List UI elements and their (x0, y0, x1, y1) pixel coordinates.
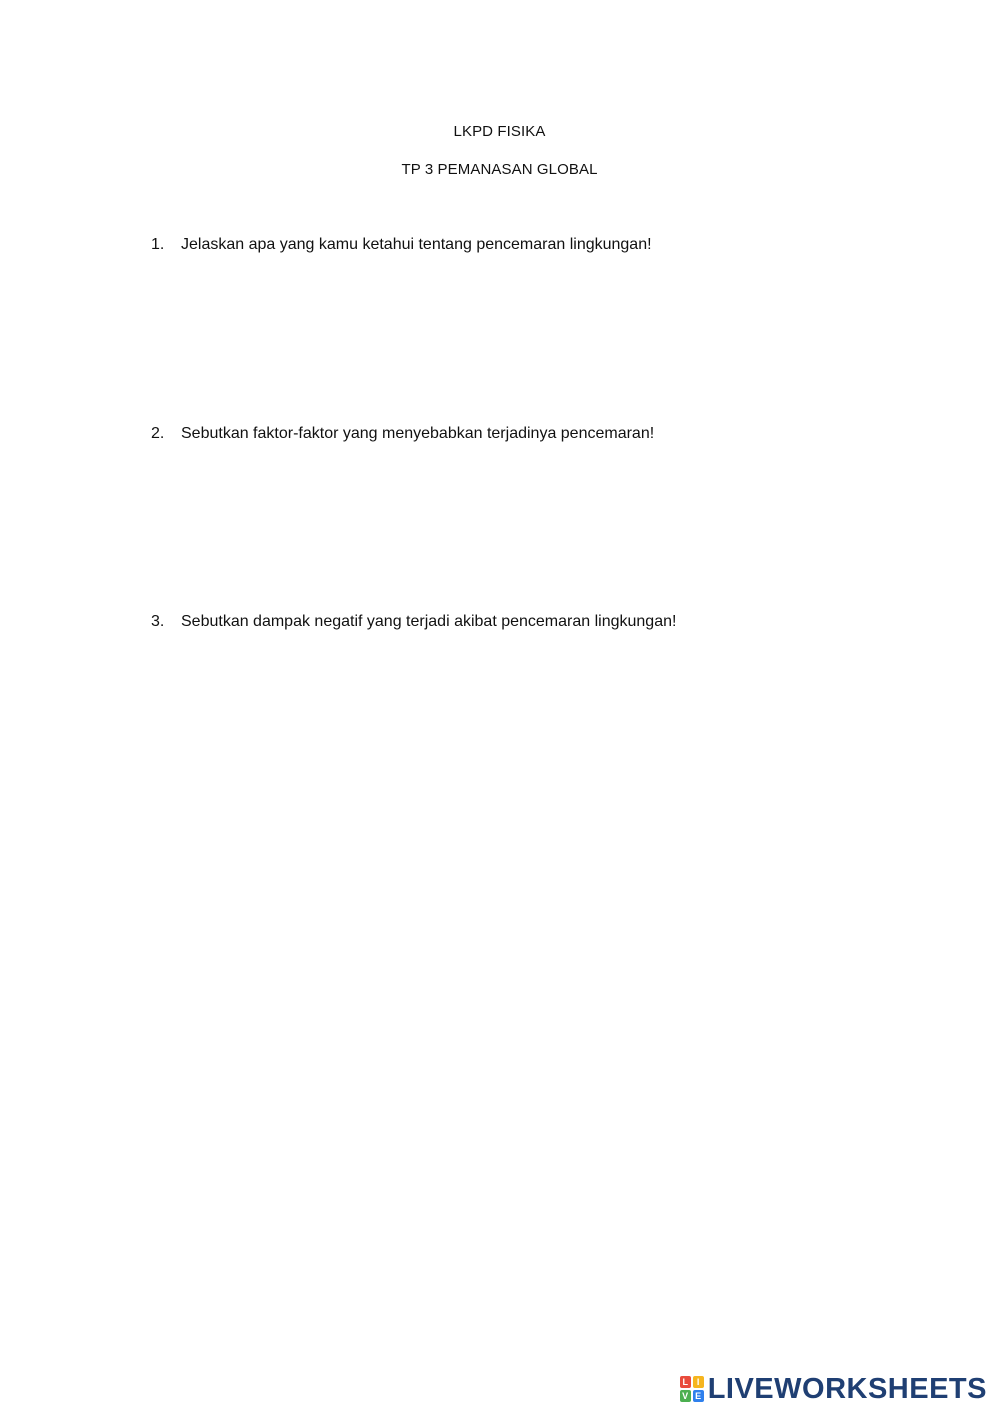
liveworksheets-logo-icon (680, 1376, 704, 1402)
question-2 (151, 425, 871, 443)
logo-wordmark: LIVEWORKSHEETS (707, 1372, 987, 1405)
logo-square-i: I (693, 1376, 704, 1388)
question-number: 3. (151, 613, 165, 630)
worksheet-title: LKPD FISIKA (453, 123, 546, 140)
question-text: Sebutkan faktor-faktor yang menyebabkan terjadinya pencemaran! (181, 425, 655, 442)
worksheet-subtitle: TP 3 PEMANASAN GLOBAL (401, 161, 598, 178)
question-1 (151, 236, 871, 254)
question-text: Sebutkan dampak negatif yang terjadi akibat pencemaran lingkungan! (181, 613, 677, 630)
liveworksheets-logo (680, 1372, 987, 1406)
question-3 (151, 613, 871, 631)
logo-square-e: E (693, 1390, 704, 1402)
logo-square-l: L (680, 1376, 691, 1388)
question-number: 2. (151, 425, 165, 442)
question-text: Jelaskan apa yang kamu ketahui tentang pencemaran lingkungan! (181, 236, 652, 253)
logo-square-v: V (680, 1390, 691, 1402)
question-number: 1. (151, 236, 165, 253)
